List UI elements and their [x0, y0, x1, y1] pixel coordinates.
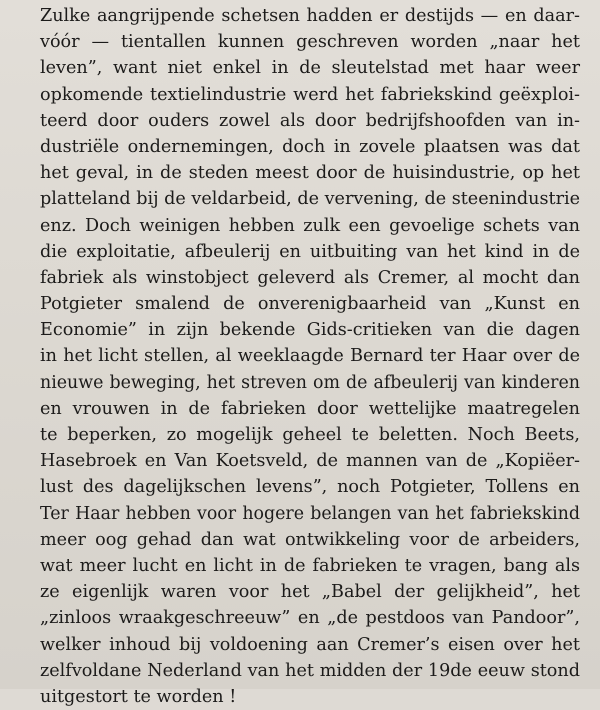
text-line: en vrouwen in de fabrieken door wettelijke maatregelen [40, 398, 580, 419]
text-line: meer oog gehad dan wat ontwikkeling voor de arbeiders, [40, 529, 580, 550]
text-line: die exploitatie, afbeulerij en uitbuiting van het kind in de [40, 241, 580, 262]
text-line: in het licht stellen, al weeklaagde Bernard ter Haar over de [40, 346, 580, 367]
text-line: dustriële ondernemingen, doch in zovele plaatsen was dat [40, 136, 580, 157]
text-line: Hasebroek en Van Koetsveld, de mannen van de „Kopiëer- [40, 451, 580, 472]
text-line: uitgestort te worden ! [40, 686, 237, 707]
text-line: opkomende textielindustrie werd het fabriekskind geëxploi- [40, 84, 580, 105]
text-line: ze eigenlijk waren voor het „Babel der gelijkheid”, het [40, 582, 580, 603]
text-line: teerd door ouders zowel als door bedrijfshoofden van in- [40, 110, 580, 131]
text-line: fabriek als winstobject geleverd als Cremer, al mocht dan [40, 267, 580, 288]
text-line: te beperken, zo mogelijk geheel te beletten. Noch Beets, [40, 425, 580, 445]
text-line: zelfvoldane Nederland van het midden der 19de eeuw stond [40, 660, 580, 681]
text-line: welker inhoud bij voldoening aan Cremer’s eisen over het [40, 634, 580, 655]
text-line: platteland bij de veldarbeid, de vervening, de steenindustrie [40, 189, 581, 210]
text-line: het geval, in de steden meest door de huisindustrie, op het [40, 163, 580, 184]
text-line: lust des dagelijkschen levens”, noch Potgieter, Tollens en [40, 477, 580, 498]
text-line: leven”, want niet enkel in de sleutelstad met haar weer [40, 58, 580, 79]
text-line: Potgieter smalend de onverenigbaarheid van „Kunst en [40, 294, 580, 315]
text-line: „zinloos wraakgeschreeuw” en „de pestdoos van Pandoor”, [40, 608, 580, 629]
text-line: wat meer lucht en licht in de fabrieken te vragen, bang als [40, 555, 580, 576]
body-paragraph [40, 3, 580, 710]
text-line: Economie” in zijn bekende Gids-critieken van die dagen [40, 320, 580, 341]
text-line: vóór — tientallen kunnen geschreven worden „naar het [40, 32, 580, 53]
text-line: Ter Haar hebben voor hogere belangen van het fabriekskind [40, 503, 580, 524]
text-line: Zulke aangrijpende schetsen hadden er destijds — en daar- [40, 6, 580, 26]
text-line: nieuwe beweging, het streven om de afbeulerij van kinderen [40, 372, 580, 393]
text-line: enz. Doch weinigen hebben zulk een gevoelige schets van [40, 215, 580, 236]
